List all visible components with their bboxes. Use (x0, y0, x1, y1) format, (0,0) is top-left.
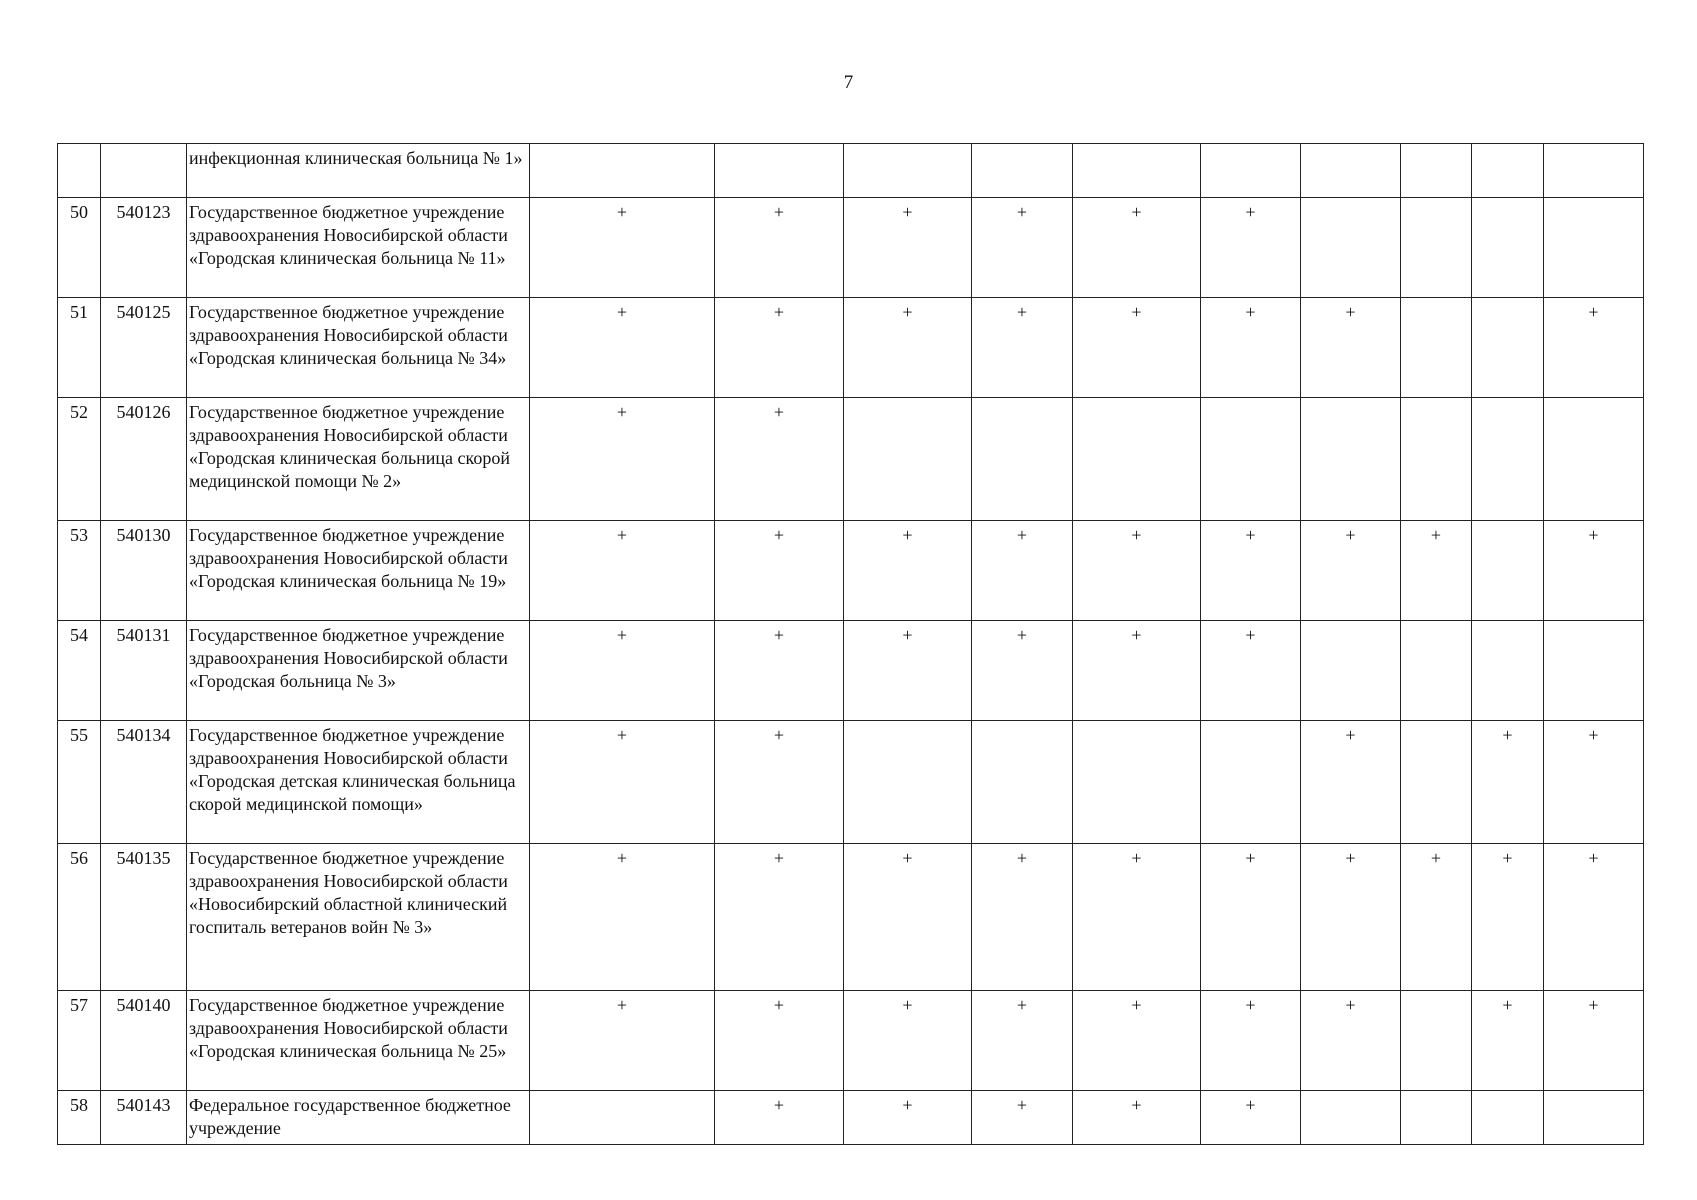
mark-cell (1201, 991, 1301, 1091)
mark-cell (1544, 298, 1644, 398)
mark-cell (1201, 844, 1301, 991)
org-name-cell: Государственное бюджетное учреждение здравоохранения Новосибирской области «Городская больница № 3» (187, 621, 530, 721)
mark-cell (1401, 521, 1472, 621)
mark-cell (1073, 991, 1201, 1091)
mark-cell (715, 1091, 844, 1145)
mark-cell (844, 144, 972, 198)
plus-mark: + (1245, 625, 1256, 645)
mark-cell (530, 721, 715, 844)
mark-cell (1544, 398, 1644, 521)
plus-mark: + (1131, 302, 1142, 322)
plus-mark: + (1345, 995, 1356, 1015)
mark-cell (972, 521, 1073, 621)
mark-cell (972, 1091, 1073, 1145)
org-code-cell: 540126 (101, 398, 187, 521)
mark-cell (1544, 521, 1644, 621)
plus-mark: + (1131, 202, 1142, 222)
plus-mark: + (1502, 848, 1513, 868)
plus-mark: + (1502, 725, 1513, 745)
mark-cell (972, 144, 1073, 198)
mark-cell (844, 721, 972, 844)
mark-cell (1472, 198, 1544, 298)
mark-cell (844, 298, 972, 398)
org-code-cell: 540134 (101, 721, 187, 844)
plus-mark: + (1345, 302, 1356, 322)
plus-mark: + (616, 402, 628, 422)
mark-cell (530, 991, 715, 1091)
mark-cell (972, 398, 1073, 521)
mark-cell (1073, 298, 1201, 398)
mark-cell (1544, 991, 1644, 1091)
org-code-cell: 540131 (101, 621, 187, 721)
mark-cell (1073, 721, 1201, 844)
plus-mark: + (902, 848, 913, 868)
mark-cell (715, 398, 844, 521)
plus-mark: + (773, 995, 785, 1015)
mark-cell (1472, 621, 1544, 721)
plus-mark: + (1016, 302, 1028, 322)
mark-cell (1301, 144, 1401, 198)
mark-cell (1301, 1091, 1401, 1145)
plus-mark: + (1430, 525, 1442, 545)
mark-cell (1073, 198, 1201, 298)
row-number-cell: 53 (58, 521, 101, 621)
table-row (58, 398, 1644, 521)
plus-mark: + (1016, 625, 1028, 645)
mark-cell (1301, 991, 1401, 1091)
table-row (58, 144, 1644, 198)
plus-mark: + (1588, 995, 1599, 1015)
plus-mark: + (773, 202, 785, 222)
org-code-cell (101, 144, 187, 198)
plus-mark: + (1016, 1095, 1028, 1115)
mark-cell (1401, 621, 1472, 721)
mark-cell (1401, 398, 1472, 521)
plus-mark: + (1245, 995, 1256, 1015)
mark-cell (715, 198, 844, 298)
mark-cell (844, 991, 972, 1091)
org-code-cell: 540125 (101, 298, 187, 398)
plus-mark: + (773, 402, 785, 422)
plus-mark: + (902, 1095, 913, 1115)
plus-mark: + (616, 202, 628, 222)
plus-mark: + (773, 848, 785, 868)
plus-mark: + (1588, 848, 1599, 868)
plus-mark: + (1131, 848, 1142, 868)
mark-cell (1401, 144, 1472, 198)
mark-cell (1544, 844, 1644, 991)
mark-cell (715, 521, 844, 621)
table-row (58, 521, 1644, 621)
plus-mark: + (616, 525, 628, 545)
mark-cell (715, 298, 844, 398)
org-name-cell: Государственное бюджетное учреждение здравоохранения Новосибирской области «Городская клиническая больница № 34» (187, 298, 530, 398)
page-number: 7 (843, 72, 854, 93)
mark-cell (715, 144, 844, 198)
mark-cell (972, 298, 1073, 398)
org-name-cell: Государственное бюджетное учреждение здравоохранения Новосибирской области «Городская клиническая больница скорой медицинской помощи № 2» (187, 398, 530, 521)
plus-mark: + (1245, 848, 1256, 868)
plus-mark: + (902, 302, 913, 322)
plus-mark: + (1131, 525, 1142, 545)
mark-cell (1401, 844, 1472, 991)
mark-cell (1544, 621, 1644, 721)
plus-mark: + (1345, 525, 1356, 545)
org-code-cell: 540123 (101, 198, 187, 298)
mark-cell (972, 621, 1073, 721)
row-number-cell: 55 (58, 721, 101, 844)
row-number-cell: 56 (58, 844, 101, 991)
row-number-cell: 57 (58, 991, 101, 1091)
org-code-cell: 540135 (101, 844, 187, 991)
plus-mark: + (1016, 202, 1028, 222)
plus-mark: + (1588, 525, 1599, 545)
mark-cell (1301, 621, 1401, 721)
mark-cell (530, 198, 715, 298)
plus-mark: + (1588, 725, 1599, 745)
plus-mark: + (616, 625, 628, 645)
mark-cell (1544, 144, 1644, 198)
plus-mark: + (773, 525, 785, 545)
mark-cell (1472, 844, 1544, 991)
mark-cell (530, 144, 715, 198)
mark-cell (1201, 521, 1301, 621)
row-number-cell: 51 (58, 298, 101, 398)
mark-cell (1201, 398, 1301, 521)
org-name-cell: Государственное бюджетное учреждение здравоохранения Новосибирской области «Городская клиническая больница № 19» (187, 521, 530, 621)
mark-cell (715, 844, 844, 991)
mark-cell (1301, 198, 1401, 298)
mark-cell (1073, 621, 1201, 721)
mark-cell (715, 621, 844, 721)
plus-mark: + (902, 625, 913, 645)
mark-cell (1401, 1091, 1472, 1145)
mark-cell (1301, 398, 1401, 521)
mark-cell (1201, 721, 1301, 844)
mark-cell (844, 844, 972, 991)
org-code-cell: 540143 (101, 1091, 187, 1145)
plus-mark: + (1502, 995, 1513, 1015)
plus-mark: + (1245, 202, 1256, 222)
org-name-cell: Государственное бюджетное учреждение здравоохранения Новосибирской области «Городская детская клиническая больница скорой медицинской помощи» (187, 721, 530, 844)
table-row (58, 844, 1644, 991)
mark-cell (1401, 298, 1472, 398)
mark-cell (1472, 144, 1544, 198)
mark-cell (1472, 721, 1544, 844)
mark-cell (1401, 198, 1472, 298)
mark-cell (1201, 1091, 1301, 1145)
table-row (58, 721, 1644, 844)
mark-cell (530, 621, 715, 721)
plus-mark: + (616, 302, 628, 322)
mark-cell (1301, 521, 1401, 621)
plus-mark: + (616, 725, 628, 745)
row-number-cell (58, 144, 101, 198)
mark-cell (1073, 844, 1201, 991)
mark-cell (530, 298, 715, 398)
facilities-table (57, 143, 1644, 1145)
mark-cell (715, 991, 844, 1091)
mark-cell (1401, 721, 1472, 844)
mark-cell (1301, 721, 1401, 844)
org-name-cell: Государственное бюджетное учреждение здравоохранения Новосибирской области «Городская клиническая больница № 25» (187, 991, 530, 1091)
plus-mark: + (1245, 525, 1256, 545)
mark-cell (1401, 991, 1472, 1091)
mark-cell (844, 398, 972, 521)
plus-mark: + (1345, 848, 1356, 868)
plus-mark: + (1245, 1095, 1256, 1115)
mark-cell (1201, 198, 1301, 298)
org-name-cell: инфекционная клиническая больница № 1» (187, 144, 530, 198)
plus-mark: + (616, 848, 628, 868)
mark-cell (1472, 521, 1544, 621)
row-number-cell: 54 (58, 621, 101, 721)
row-number-cell: 50 (58, 198, 101, 298)
table-row (58, 298, 1644, 398)
plus-mark: + (1345, 725, 1356, 745)
mark-cell (715, 721, 844, 844)
plus-mark: + (773, 1095, 785, 1115)
mark-cell (972, 721, 1073, 844)
row-number-cell: 58 (58, 1091, 101, 1145)
mark-cell (1544, 721, 1644, 844)
plus-mark: + (1016, 995, 1028, 1015)
mark-cell (1073, 1091, 1201, 1145)
plus-mark: + (773, 725, 785, 745)
mark-cell (530, 398, 715, 521)
mark-cell (1301, 844, 1401, 991)
org-code-cell: 540140 (101, 991, 187, 1091)
plus-mark: + (616, 995, 628, 1015)
mark-cell (1301, 298, 1401, 398)
plus-mark: + (902, 995, 913, 1015)
mark-cell (844, 621, 972, 721)
plus-mark: + (1016, 525, 1028, 545)
mark-cell (972, 844, 1073, 991)
mark-cell (844, 1091, 972, 1145)
mark-cell (1472, 298, 1544, 398)
plus-mark: + (1430, 848, 1442, 868)
org-code-cell: 540130 (101, 521, 187, 621)
mark-cell (1472, 1091, 1544, 1145)
table-row (58, 621, 1644, 721)
plus-mark: + (773, 625, 785, 645)
mark-cell (530, 521, 715, 621)
mark-cell (1201, 144, 1301, 198)
plus-mark: + (1131, 995, 1142, 1015)
plus-mark: + (1016, 848, 1028, 868)
plus-mark: + (902, 202, 913, 222)
table-row (58, 198, 1644, 298)
plus-mark: + (1131, 625, 1142, 645)
plus-mark: + (902, 525, 913, 545)
mark-cell (1201, 621, 1301, 721)
plus-mark: + (1131, 1095, 1142, 1115)
mark-cell (844, 198, 972, 298)
plus-mark: + (1588, 302, 1599, 322)
mark-cell (530, 1091, 715, 1145)
table-body (58, 144, 1644, 1145)
mark-cell (1201, 298, 1301, 398)
row-number-cell: 52 (58, 398, 101, 521)
org-name-cell: Государственное бюджетное учреждение здравоохранения Новосибирской области «Новосибирский областной клинический госпиталь ветеранов войн № 3» (187, 844, 530, 991)
mark-cell (1073, 144, 1201, 198)
mark-cell (972, 991, 1073, 1091)
org-name-cell: Федеральное государственное бюджетное учреждение (187, 1091, 530, 1145)
mark-cell (1472, 398, 1544, 521)
table-row (58, 991, 1644, 1091)
plus-mark: + (1245, 302, 1256, 322)
plus-mark: + (773, 302, 785, 322)
mark-cell (1544, 1091, 1644, 1145)
mark-cell (1472, 991, 1544, 1091)
mark-cell (1073, 521, 1201, 621)
org-name-cell: Государственное бюджетное учреждение здравоохранения Новосибирской области «Городская клиническая больница № 11» (187, 198, 530, 298)
mark-cell (972, 198, 1073, 298)
mark-cell (1544, 198, 1644, 298)
table-row (58, 1091, 1644, 1145)
mark-cell (530, 844, 715, 991)
mark-cell (1073, 398, 1201, 521)
mark-cell (844, 521, 972, 621)
